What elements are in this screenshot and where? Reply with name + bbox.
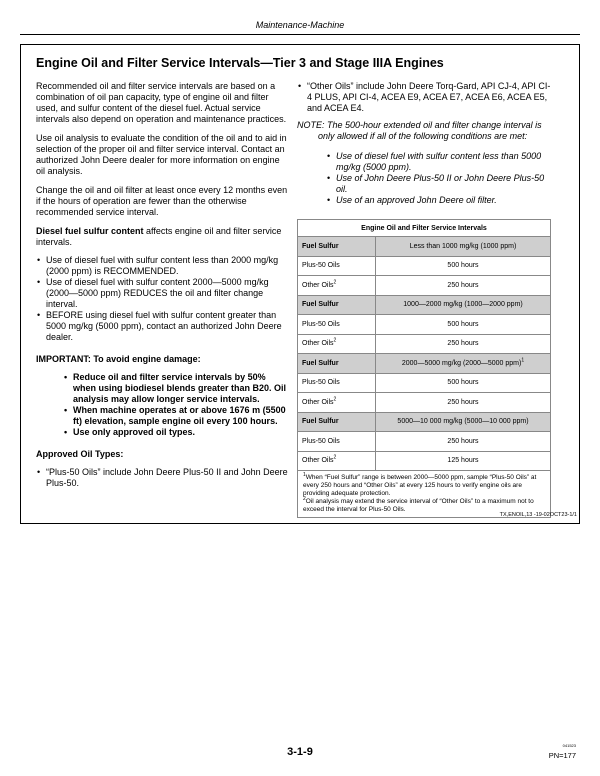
page-header: [20, 17, 580, 35]
fuel-sulfur-range: 1000—2000 mg/kg (1000—2000 ppm): [376, 295, 551, 315]
change-interval-paragraph: Change the oil and oil filter at least once every 12 months even if the hours of operation are fewer than the otherwise recommended service interval.: [36, 185, 288, 217]
note-conditions-list: [297, 151, 555, 206]
table-row: [298, 373, 551, 393]
table-row: [298, 276, 551, 296]
table-caption: Engine Oil and Filter Service Intervals: [298, 220, 551, 237]
footnote-1: $^1$When “Fuel Sulfur” range is between 2000—5000 ppm, sample “Plus-50 Oils” at every 250 hours and “Other Oils” at every 125 hours to verify engine oils are providing adequate protection.: [303, 471, 537, 497]
other-oils-label: Other Oils$^2$: [298, 276, 376, 296]
print-code: 041523: [562, 743, 576, 748]
table-row: [298, 451, 551, 471]
page-title: Engine Oil and Filter Service Intervals—Tier 3 and Stage IIIA Engines: [36, 56, 444, 70]
footnote-2: $^2$Oil analysis may extend the service interval of “Other Oils” to a maximum not to exceed the interval for Plus-50 Oils.: [303, 495, 534, 513]
note-text: NOTE: The 500-hour extended oil and filter change interval is only allowed if all of the following conditions are met:: [297, 120, 542, 141]
page-number: 3-1-9: [287, 746, 313, 758]
list-item: • Use of diesel fuel with sulfur content 2000—5000 mg/kg (2000—5000 ppm) REDUCES the oil and filter change interval.: [36, 277, 291, 310]
fuel-sulfur-label: Fuel Sulfur: [298, 295, 376, 315]
plus50-interval: 500 hours: [376, 315, 551, 335]
table-row: [298, 334, 551, 354]
list-item: • BEFORE using diesel fuel with sulfur content greater than 5000 mg/kg (5000 ppm), contact an authorized John Deere dealer.: [36, 310, 291, 343]
other-oils-interval: 125 hours: [376, 451, 551, 471]
list-item: • When machine operates at or above 1676 m (5500 ft) elevation, sample engine oil every 100 hours.: [64, 405, 291, 427]
sulfur-paragraph: [36, 226, 291, 248]
list-item: • Use only approved oil types.: [64, 427, 291, 438]
table-row: [298, 432, 551, 452]
plus50-label: Plus-50 Oils: [298, 315, 376, 335]
fuel-sulfur-range: Less than 1000 mg/kg (1000 ppm): [376, 237, 551, 257]
document-reference: TX,ENOIL,13 -19-02OCT23-1/1: [499, 512, 577, 518]
pn-number: PN=177: [548, 751, 576, 760]
list-item: • Use of an approved John Deere oil filter.: [327, 195, 555, 206]
service-interval-table: [297, 219, 551, 518]
other-oils-interval: 250 hours: [376, 334, 551, 354]
plus50-label: Plus-50 Oils: [298, 432, 376, 452]
plus50-interval: 500 hours: [376, 373, 551, 393]
list-item: • “Plus-50 Oils” include John Deere Plus-50 II and John Deere Plus-50.: [36, 467, 291, 489]
sulfur-label: Diesel fuel sulfur content: [36, 226, 144, 236]
fuel-sulfur-label: Fuel Sulfur: [298, 412, 376, 432]
list-item: • “Other Oils” include John Deere Torq-Gard, API CJ-4, API CI-4 PLUS, API CI-4, ACEA E9, ACEA E7, ACEA E6, ACEA E5, and ACEA E4.: [297, 81, 555, 114]
section-title: Maintenance-Machine: [255, 20, 345, 30]
plus50-label: Plus-50 Oils: [298, 373, 376, 393]
table-row: [298, 237, 551, 257]
fuel-sulfur-label: Fuel Sulfur: [298, 237, 376, 257]
table-row: [298, 393, 551, 413]
table-row: [298, 315, 551, 335]
fuel-sulfur-range: 5000—10 000 mg/kg (5000—10 000 ppm): [376, 412, 551, 432]
other-oils-list: [297, 81, 555, 114]
fuel-sulfur-label: Fuel Sulfur: [298, 354, 376, 374]
approved-oil-heading: Approved Oil Types:: [36, 449, 124, 459]
plus50-label: Plus-50 Oils: [298, 256, 376, 276]
table-row: [298, 295, 551, 315]
fuel-sulfur-range: 2000—5000 mg/kg (2000—5000 ppm)$^1$: [376, 354, 551, 374]
approved-oil-list: [36, 467, 291, 489]
table-row: [298, 412, 551, 432]
oil-analysis-paragraph: Use oil analysis to evaluate the condition of the oil and to aid in selection of the proper oil and filter service interval. Contact an authorized John Deere dealer for more information on engine oil analysis.: [36, 133, 287, 176]
important-heading: IMPORTANT: To avoid engine damage:: [36, 354, 201, 364]
plus50-interval: 500 hours: [376, 256, 551, 276]
important-list: [36, 372, 291, 438]
table-row: [298, 256, 551, 276]
note-block: [297, 120, 555, 206]
list-item: • Use of diesel fuel with sulfur content less than 2000 mg/kg (2000 ppm) is RECOMMENDED.: [36, 255, 291, 277]
table-footnotes: [298, 471, 551, 518]
other-oils-interval: 250 hours: [376, 276, 551, 296]
list-item: • Use of diesel fuel with sulfur content less than 5000 mg/kg (5000 ppm).: [327, 151, 555, 173]
plus50-interval: 250 hours: [376, 432, 551, 452]
other-oils-label: Other Oils$^2$: [298, 334, 376, 354]
right-column: [297, 81, 555, 206]
list-item: • Reduce oil and filter service intervals by 50% when using biodiesel blends greater than B20. Oil analysis may allow longer service intervals.: [64, 372, 291, 405]
other-oils-interval: 250 hours: [376, 393, 551, 413]
list-item: • Use of John Deere Plus-50 II or John Deere Plus-50 oil.: [327, 173, 555, 195]
table-row: [298, 354, 551, 374]
sulfur-bullet-list: [36, 255, 291, 343]
sulfur-text: affects engine oil and filter service intervals.: [36, 226, 282, 247]
intro-paragraph: Recommended oil and filter service intervals are based on a combination of oil pan capacity, type of engine oil and filter used, and sulfur content of the diesel fuel. Actual service intervals also depend on operation and maintenance practices.: [36, 81, 287, 124]
left-column: [36, 81, 291, 500]
other-oils-label: Other Oils$^2$: [298, 393, 376, 413]
other-oils-label: Other Oils$^2$: [298, 451, 376, 471]
